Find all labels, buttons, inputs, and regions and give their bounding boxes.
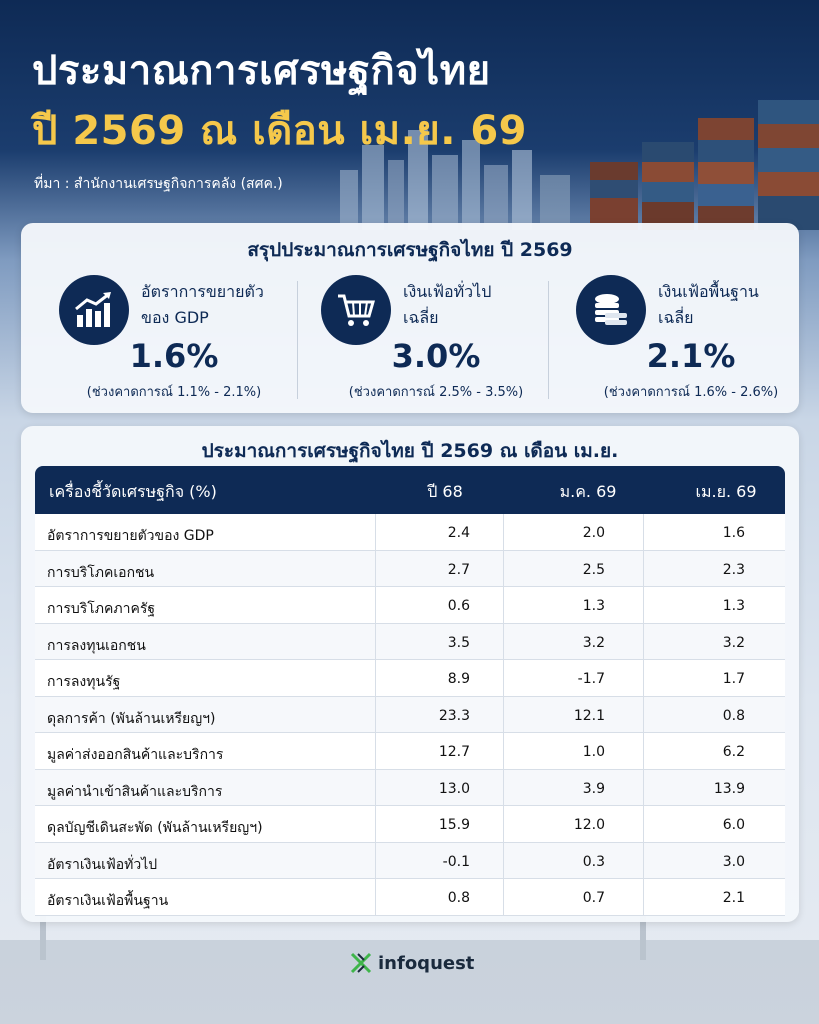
table-body [35,514,785,916]
year-68-cell: 8.9 [447,671,470,687]
metric-label: เงินเฟ้อทั่วไป เฉลี่ย [403,282,492,327]
header-apr-69: เม.ย. 69 [695,482,757,501]
indicator-cell: มูลค่าส่งออกสินค้าและบริการ [47,747,224,763]
table-title: ประมาณการเศรษฐกิจไทย ปี 2569 ณ เดือน เม.ย. [201,440,619,462]
metric-value: 2.1% [646,337,736,375]
column-divider [503,697,504,733]
column-divider [503,843,504,879]
column-divider [643,843,644,879]
apr-69-cell: 3.0 [722,853,745,870]
page-title-line2: ปี 2569 ณ เดือน เม.ย. 69 [32,108,528,154]
table-row [35,770,785,807]
apr-69-cell: 6.2 [722,744,745,760]
column-divider [375,770,376,806]
column-divider [643,624,644,660]
year-68-cell: 12.7 [438,744,470,760]
table-header [35,466,785,514]
year-68-cell: 3.5 [447,634,470,651]
jan-69-cell: -1.7 [577,671,605,687]
metric-value: 3.0% [391,337,481,375]
column-divider [503,733,504,769]
jan-69-cell: 1.3 [582,598,605,614]
indicator-cell: อัตราการขยายตัวของ GDP [47,528,214,544]
column-divider [503,624,504,660]
year-68-cell: 0.6 [447,598,470,614]
table-row [35,624,785,661]
metric-range: (ช่วงคาดการณ์ 2.5% - 3.5%) [348,385,524,400]
table-row [35,879,785,916]
column-divider [503,660,504,696]
column-divider [375,587,376,623]
metric-gdp [49,273,299,403]
column-divider [375,697,376,733]
column-divider [375,660,376,696]
column-divider [503,770,504,806]
apr-69-cell: 2.3 [722,561,745,578]
table-row [35,697,785,734]
column-divider [643,551,644,587]
indicator-cell: การลงทุนเอกชน [47,637,146,654]
page-title-line1: ประมาณการเศรษฐกิจไทย [32,48,491,94]
apr-69-cell: 1.6 [722,525,745,541]
table-row [35,551,785,588]
column-divider [375,879,376,915]
metric-core-inflation [566,273,816,403]
column-divider [375,514,376,550]
summary-title: สรุปประมาณการเศรษฐกิจไทย ปี 2569 [247,239,573,261]
source-text: ที่มา : สำนักงานเศรษฐกิจการคลัง (สศค.) [34,176,283,192]
indicator-cell: ดุลการค้า (พันล้านเหรียญฯ) [47,710,216,727]
table-row [35,733,785,770]
table-row [35,843,785,880]
column-divider [643,514,644,550]
jan-69-cell: 0.3 [582,853,605,870]
column-divider [643,587,644,623]
summary-card [21,223,799,413]
column-divider [375,551,376,587]
apr-69-cell: 13.9 [713,780,745,797]
jan-69-cell: 1.0 [582,744,605,760]
infoquest-logo [350,950,480,976]
column-divider [375,806,376,842]
divider [548,281,549,399]
column-divider [643,660,644,696]
apr-69-cell: 2.1 [722,890,745,906]
header-year-68: ปี 68 [427,482,463,501]
column-divider [643,770,644,806]
header-indicator: เครื่องชี้วัดเศรษฐกิจ (%) [49,482,217,501]
column-divider [375,733,376,769]
coin-stack-icon [576,275,646,345]
apr-69-cell: 1.3 [722,598,745,614]
apr-69-cell: 6.0 [722,817,745,833]
indicator-cell: อัตราเงินเฟ้อพื้นฐาน [47,893,169,909]
column-divider [503,879,504,915]
shopping-cart-icon [321,275,391,345]
table-row [35,514,785,551]
apr-69-cell: 0.8 [722,707,745,724]
year-68-cell: -0.1 [442,853,470,870]
metric-label: อัตราการขยายตัว ของ GDP [141,282,264,327]
infoquest-logo-icon [350,952,372,974]
metric-headline-inflation [311,273,561,403]
bar-chart-growth-icon [59,275,129,345]
metric-range: (ช่วงคาดการณ์ 1.6% - 2.6%) [603,385,779,400]
jan-69-cell: 3.2 [582,634,605,651]
metric-range: (ช่วงคาดการณ์ 1.1% - 2.1%) [86,385,262,400]
column-divider [643,697,644,733]
column-divider [375,624,376,660]
table-row [35,806,785,843]
year-68-cell: 13.0 [438,780,470,797]
column-divider [503,587,504,623]
column-divider [643,806,644,842]
year-68-cell: 2.7 [447,561,470,578]
header-jan-69: ม.ค. 69 [559,482,617,501]
metric-label: เงินเฟ้อพื้นฐาน เฉลี่ย [658,282,759,327]
logo-text: infoquest [378,952,475,974]
year-68-cell: 15.9 [438,817,470,833]
indicator-cell: ดุลบัญชีเดินสะพัด (พันล้านเหรียญฯ) [47,820,263,836]
jan-69-cell: 12.1 [573,707,605,724]
indicator-cell: การบริโภคภาครัฐ [47,601,156,617]
apr-69-cell: 1.7 [722,671,745,687]
jan-69-cell: 2.5 [582,561,605,578]
indicator-cell: การบริโภคเอกชน [47,564,155,581]
divider [297,281,298,399]
indicator-cell: มูลค่านำเข้าสินค้าและบริการ [47,783,223,800]
year-68-cell: 23.3 [438,707,470,724]
column-divider [503,806,504,842]
apr-69-cell: 3.2 [722,634,745,651]
year-68-cell: 0.8 [447,890,470,906]
table-row [35,660,785,697]
jan-69-cell: 3.9 [582,780,605,797]
jan-69-cell: 2.0 [582,525,605,541]
metric-value: 1.6% [129,337,219,375]
jan-69-cell: 0.7 [582,890,605,906]
indicator-cell: การลงทุนรัฐ [47,674,121,690]
column-divider [503,514,504,550]
year-68-cell: 2.4 [447,525,470,541]
jan-69-cell: 12.0 [573,817,605,833]
column-divider [643,879,644,915]
forecast-table-card [21,426,799,922]
column-divider [503,551,504,587]
column-divider [375,843,376,879]
table-row [35,587,785,624]
column-divider [643,733,644,769]
indicator-cell: อัตราเงินเฟ้อทั่วไป [47,856,158,873]
